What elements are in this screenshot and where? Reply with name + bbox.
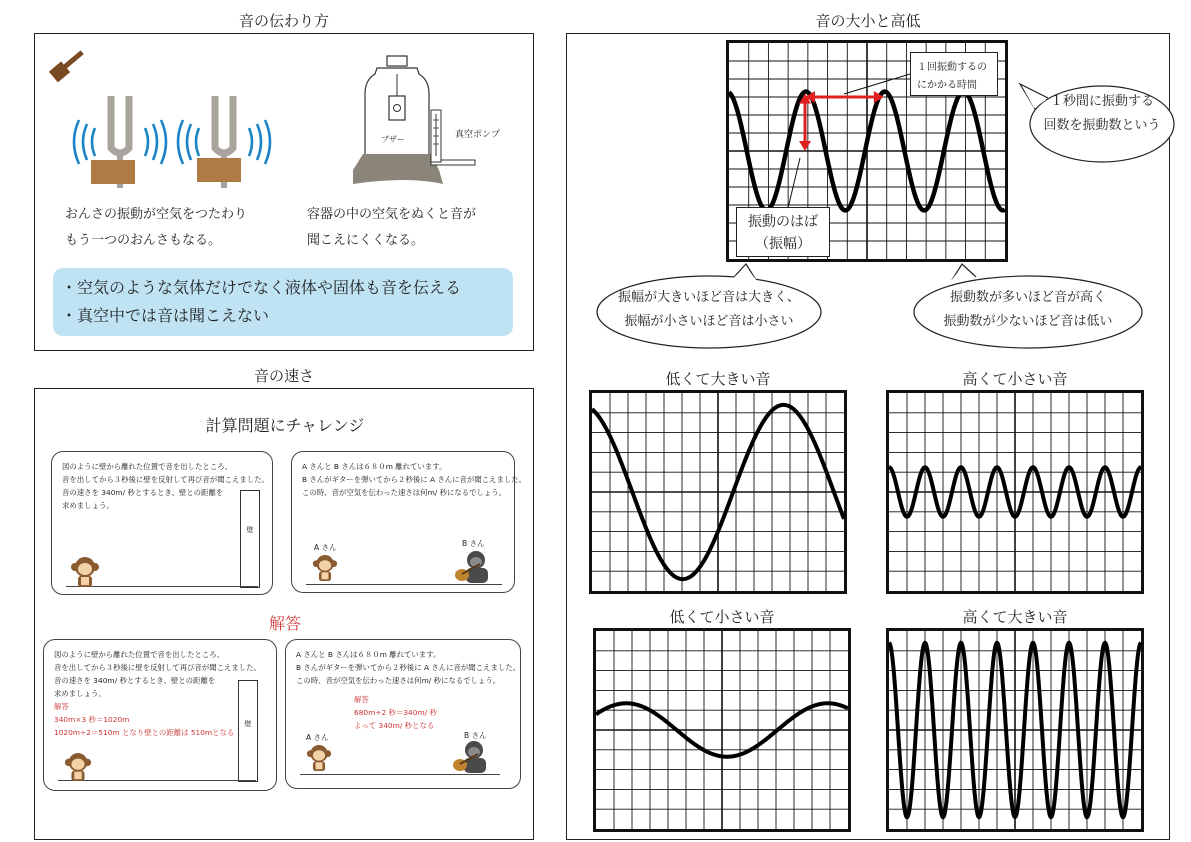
fork-left-base [91, 160, 135, 184]
answer-card-1 [43, 639, 277, 791]
person-a-label: A さん [306, 733, 329, 742]
monkey-icon [306, 744, 332, 772]
answer1-line3: 音の速さを 340m/ 秒とするとき、壁との距離を [54, 676, 216, 685]
graph-label-high-loud: 高くて大きい音 [962, 608, 1068, 626]
gorilla-guitar-icon [450, 550, 494, 584]
answer1-line1: 図のように壁から離れた位置で音を出したところ、 [54, 650, 224, 659]
gorilla-guitar-icon [448, 740, 492, 774]
caption-jar-line2: 聞こえにくくなる。 [307, 233, 425, 248]
problem1-line3: 音の速さを 340m/ 秒とするとき、壁との距離を [62, 488, 224, 497]
problem2-line2: B さんがギターを弾いてから２秒後に A さんに音が聞こえました。 [302, 475, 527, 484]
monkey-icon [64, 752, 92, 782]
answer2-calc2: よって 340m/ 秒となる [354, 721, 435, 730]
section-title-speed: 音の速さ [253, 367, 314, 385]
bubble-pitch-line1: 振動数が多いほど音が高く [949, 290, 1106, 305]
answer1-heading: 解答 [54, 702, 69, 711]
graph-label-low-loud: 低くて大きい音 [665, 370, 771, 388]
problem2-line1: A さんと B さんは６８０m 離れています。 [302, 462, 447, 471]
person-a-label: A さん [314, 543, 337, 552]
vacuum-pump-label: 真空ポンプ [455, 130, 501, 140]
period-annotation-line1: １回振動するの [917, 62, 987, 73]
answer2-calc1: 680m÷2 秒＝340m/ 秒 [354, 708, 437, 717]
fork-right-base [197, 158, 241, 182]
caption-fork-line1: おんさの振動が空気をつたわり [65, 207, 248, 222]
caption-fork-line2: もう一つのおんさもなる。 [65, 233, 222, 248]
problem-card-1 [51, 451, 273, 595]
answer-card-2 [285, 639, 521, 789]
bubble-pitch-line2: 振動数が少ないほど音は低い [943, 314, 1113, 329]
section-title-loudness-pitch: 音の大小と高低 [815, 12, 921, 30]
monkey-icon [312, 554, 338, 582]
problem1-line4: 求めましょう。 [62, 501, 114, 510]
person-b-label: B さん [464, 731, 487, 740]
ground-line [306, 584, 502, 585]
wave-graph-high-quiet [886, 390, 1144, 594]
answer2-heading: 解答 [354, 695, 369, 704]
problem1-line2: 音を出してから３秒後に壁を反射して再び音が聞こえました。 [62, 475, 269, 484]
wall-rect [238, 680, 258, 782]
answer2-line3: この時、音が空気を伝わった速さは何m/ 秒になるでしょう。 [296, 676, 501, 685]
problem2-line3: この時、音が空気を伝わった速さは何m/ 秒になるでしょう。 [302, 488, 507, 497]
monkey-icon [70, 556, 100, 588]
amplitude-annotation-box [736, 207, 830, 257]
speed-panel [34, 388, 534, 840]
problem-card-2 [291, 451, 527, 593]
bubble-frequency-line1: １秒間に振動する [1049, 94, 1154, 109]
bubble-pitch [910, 262, 1146, 352]
bubble-frequency-line2: 回数を振動数という [1043, 118, 1161, 133]
buzzer-label: ブザー [381, 135, 405, 144]
bubble-amplitude [594, 262, 826, 352]
transmission-panel [34, 33, 534, 351]
ground-line [300, 774, 500, 775]
bell-jar-icon [347, 50, 497, 190]
graph-label-high-quiet: 高くて小さい音 [962, 370, 1068, 388]
wall-label: 壁 [246, 526, 254, 533]
person-b-label: B さん [462, 539, 485, 548]
wall-rect [240, 490, 260, 588]
period-annotation-line2: にかかる時間 [917, 80, 977, 91]
graph-label-low-quiet: 低くて小さい音 [669, 608, 775, 626]
amplitude-annotation-line2: （振幅） [755, 236, 811, 252]
answer2-line1: A さんと B さんは６８０m 離れています。 [296, 650, 441, 659]
caption-jar-line1: 容器の中の空気をぬくと音が [307, 207, 477, 222]
bubble-amplitude-line2: 振幅が小さいほど音は小さい [624, 314, 794, 329]
answer2-line2: B さんがギターを弾いてから２秒後に A さんに音が聞こえました。 [296, 663, 521, 672]
challenge-title: 計算問題にチャレンジ [205, 416, 365, 435]
problem1-line1: 図のように壁から離れた位置で音を出したところ、 [62, 462, 232, 471]
section-title-transmission: 音の伝わり方 [238, 12, 329, 30]
amplitude-annotation-line1: 振動のはば [748, 214, 818, 230]
answer1-calc1: 340m×3 秒＝1020m [54, 715, 130, 724]
wave-graph-low-quiet [593, 628, 851, 832]
answer1-line4: 求めましょう。 [54, 689, 106, 698]
bubble-amplitude-line1: 振幅が大きいほど音は大きく、 [618, 290, 800, 305]
wave-graph-high-loud [886, 628, 1144, 832]
key-points-box [53, 268, 513, 336]
wave-graph-low-loud [589, 390, 847, 594]
key-point-2: ・真空中では音は聞こえない [61, 306, 270, 325]
bubble-frequency [1018, 74, 1178, 166]
wall-label: 壁 [244, 720, 252, 727]
answer1-line2: 音を出してから３秒後に壁を反射して再び音が聞こえました。 [54, 663, 261, 672]
period-annotation-box [910, 52, 998, 96]
key-point-1: ・空気のような気体だけでなく液体や固体も音を伝える [61, 278, 462, 297]
answer1-calc2: 1020m÷2＝510m となり壁との距離は 510mとなる [54, 728, 235, 737]
answer-heading: 解答 [268, 614, 301, 633]
